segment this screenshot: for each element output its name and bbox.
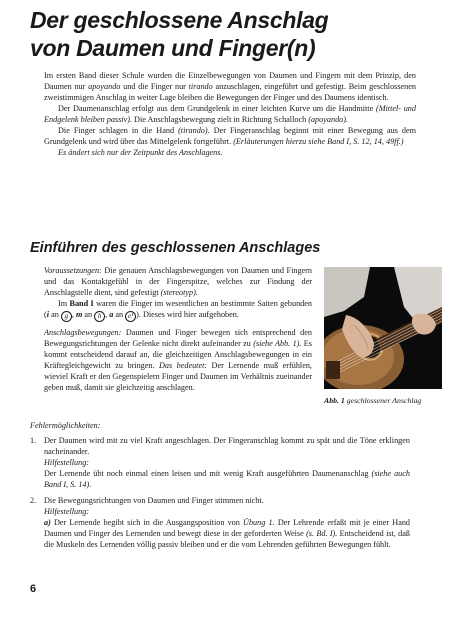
emph: (siehe auch Band I, S. 14). (44, 469, 410, 489)
finger-m: m (75, 310, 83, 319)
error-text: Die Bewegungsrichtungen von Daumen und Finger stimmen nicht. (44, 496, 264, 505)
band-paragraph (44, 298, 312, 322)
intro-paragraph-1 (44, 70, 416, 103)
finger-i: i (46, 310, 50, 319)
emph: Das bedeutet: (158, 361, 208, 370)
string-g-circle: g (61, 311, 72, 322)
error-item-1 (30, 435, 410, 490)
text: ). Dieses wird hier aufgehoben. (136, 310, 239, 319)
errors-heading: Fehlermöglichkeiten: (30, 421, 101, 430)
text: Der Lernende begibt sich in die Ausgangsposition von (50, 518, 244, 527)
intro-paragraph-2 (44, 103, 416, 125)
text: Der Lehrende erfaßt mit je einer Hand Daumen und Finger des Lernenden und bewegt diese in der geforderten Weise (44, 518, 411, 538)
text: , (105, 310, 110, 319)
item-number: 1. (30, 436, 37, 445)
text: Im (58, 299, 70, 308)
text: an (113, 310, 126, 319)
text: Im ersten Band dieser Schule wurden die Einzelbewegungen von Daumen und Fingern mit dem Prinzip, den Daumen nur (44, 71, 416, 91)
text: Der Lernende übt noch einmal einen leisen und mit wenig Kraft ausgeführten Daumenanschlag (44, 469, 372, 478)
label: Anschlagsbewegungen: (44, 328, 122, 337)
error-item-2 (30, 495, 410, 550)
text: Die genauen Anschlagsbewegungen von Daumen und Fingern und das Kontaktgefühl in der Fingerspitze, welches zur Findung der Anschlagstelle dient, sind gefestigt (44, 266, 312, 297)
help-label: Hilfestellung: (44, 458, 90, 467)
guitar-hand-illustration (324, 267, 442, 389)
text: Die Anschlagsbewegung zielt in Richtung Schalloch (132, 115, 309, 124)
help-text (44, 468, 410, 490)
emph: Übung 1. (243, 518, 275, 527)
errors-section (30, 420, 410, 550)
emph: (siehe Abb. 1). (253, 339, 302, 348)
string-e1-circle: e¹ (125, 311, 136, 322)
string-h-circle: h (94, 311, 105, 322)
finger-a: a (109, 310, 114, 319)
text: Daumen und Finger bewegen sich entsprechend den Bewegungsrichtungen der Gelenke nicht direkt aufeinander zu (44, 328, 312, 348)
text: an (82, 310, 95, 319)
title-line-1: Der geschlossene Anschlag (30, 7, 329, 33)
figure-caption (324, 396, 450, 406)
text: Es kommt entscheidend darauf an, die gleichzeitigen Anschlagsbewegungen in ein Kräftegleichgewicht zu bringen. (44, 339, 312, 370)
text: waren die Finger im wesentlichen an bestimmte Saiten gebunden ( (44, 299, 312, 319)
emph: tirando (188, 82, 213, 91)
text: Der Lernende muß erfühlen, wieviel Kraft er den Gegenspielern Finger und Daumen im Verhältnis zueinander geben muß, damit sie gleichzeitig anschlagen. (44, 361, 312, 392)
help-text (44, 517, 410, 550)
help-label: Hilfestellung: (44, 507, 90, 516)
item-number: 2. (30, 496, 37, 505)
bold: Band I (69, 299, 94, 308)
text: Der Fingeranschlag beginnt mit einer Bewegung aus dem Grundgelenk und wird über das Mittelgelenk fortgeführt. (44, 126, 416, 146)
voraussetzungen-paragraph (44, 265, 312, 298)
emph: (tirando). (178, 126, 210, 135)
anschlagsbewegungen-paragraph (44, 327, 312, 393)
page-number: 6 (30, 583, 37, 595)
intro-paragraph-4: Es ändert sich nur der Zeitpunkt des Anschlagens. (58, 148, 223, 157)
text: und die Finger nur (120, 82, 189, 91)
figure-caption-text: geschlossener Anschlag (346, 396, 422, 405)
error-text: Der Daumen wird mit zu viel Kraft angeschlagen. Der Fingeranschlag kommt zu spät und die Töne erklingen nacheinander. (44, 436, 410, 456)
text: , (71, 310, 76, 319)
text: Entscheidend ist, daß die Muskeln des Lernenden völlig passiv bleiben und er die vom Lehrenden geführten Bewegungen fühlt. (44, 529, 410, 549)
text: an (49, 310, 61, 319)
text: anzuschlagen, eingeführt und gefestigt. Beim geschlossenen zweistimmigen Anschlag in weiter Lage bleiben die Bewegungen der Finger und des Daumens identisch. (44, 82, 417, 102)
label: Voraussetzungen: (44, 266, 102, 275)
emph: (Erläuterungen hierzu siehe Band I, S. 12, 14, 49ff.) (233, 137, 404, 146)
emph: (Mittel- und Endgelenk bleiben passiv). (44, 104, 416, 124)
text: Der Daumenanschlag erfolgt aus dem Grundgelenk in einer leichten Kurve um die Handmitte (58, 104, 376, 113)
emph: (stereotyp). (160, 288, 198, 297)
emph: (apoyando). (308, 115, 349, 124)
emph: (s. Bd. I). (306, 529, 338, 538)
guitar-photo (324, 267, 442, 389)
figure-label: Abb. 1 (324, 396, 345, 405)
intro-section (44, 70, 416, 158)
section-heading: Einführen des geschlossenen Anschlages (30, 240, 321, 256)
intro-paragraph-3 (44, 125, 416, 147)
section-body (44, 265, 312, 393)
sub-label: a) (44, 518, 51, 527)
title-line-2: von Daumen und Finger(n) (30, 35, 316, 61)
page-title (30, 6, 430, 62)
text: Die Finger schlagen in die Hand (58, 126, 179, 135)
emph: apoyando (88, 82, 121, 91)
